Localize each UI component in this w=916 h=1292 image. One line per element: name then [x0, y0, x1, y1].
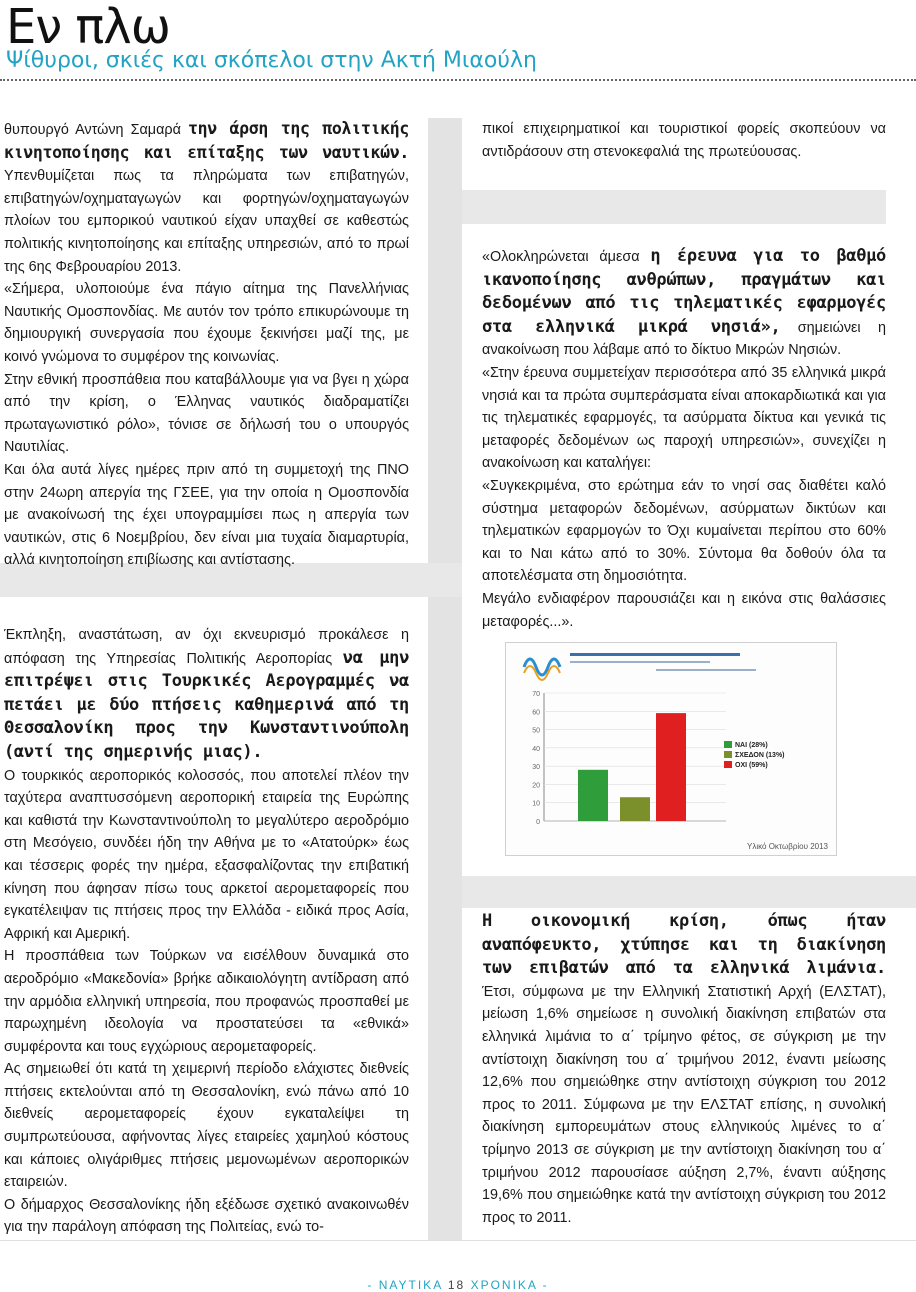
text-span: Υπενθυμίζεται πως τα πληρώματα των επιβατηγών, επιβατηγών/οχηματαγωγών και φορτηγών/οχηματαγωγών πλοίων του εμπορικού ναυτικού είχαν υπαχθεί σε καθεστώς πολιτικής κινητοποίησης και επίταξης υπηρεσιών, από το πρωί της 6ης Φεβρουαρίου 2013.	[4, 168, 409, 275]
y-tick-label: 50	[532, 727, 540, 735]
chart-legend	[724, 741, 785, 769]
paragraph: «Στην έρευνα συμμετείχαν περισσότερα από 35 ελληνικά μικρά νησιά και τα πρώτα συμπεράσματα είναι αποκαρδιωτικά και για τις τηλεματικές εφαρμογές, τα ασύρματα δίκτυα και γενικά τις μεταφορές δεδομένων ως παροχή υπηρεσιών», συνεχίζει η ανακοίνωση και καταλήγει:	[482, 364, 886, 472]
chart-header-line	[570, 653, 740, 656]
paragraph: «Συγκεκριμένα, στο ερώτημα εάν το νησί σας διαθέτει καλό σύστημα μεταφορών δεδομένων, ασύρματων δικτύων και τηλεματικών εφαρμογών το Όχι κυμαίνεται περίπου στο 60% και το Ναι κάτω από το 30%. Σύντομα θα δοθούν όλα τα αποτελέσματα στη δημοσιότητα.	[482, 477, 886, 585]
paragraph	[4, 118, 409, 278]
y-tick-label: 10	[532, 800, 540, 808]
chart-svg	[506, 643, 836, 855]
article-right-1	[482, 118, 886, 163]
legend-swatch	[724, 741, 732, 748]
legend-entry: ΟΧΙ (59%)	[735, 762, 768, 769]
text-span: «Ολοκληρώνεται άμεσα	[482, 249, 651, 265]
y-tick-label: 40	[532, 745, 540, 753]
legend-entry: ΣΧΕΔΟΝ (13%)	[735, 752, 785, 759]
y-tick-label: 20	[532, 782, 540, 790]
paragraph: Ο τουρκικός αεροπορικός κολοσσός, που αποτελεί πλέον την ταχύτερα αναπτυσσόμενη αεροπορική εταιρεία της Ευρώπης και καθιστά την Κωνσταντινούπολη το μεγαλύτερο αεροδρόμιο στη Μεσόγειο, συνδέει ήδη την Αθήνα με το «Ατατούρκ» έως και τέσσερις φορές την ημέρα, εξασφαλίζοντας την επιβατική κίνηση που άφησαν πίσω τους αρκετοί αερομεταφορείς που εγκατέλειψαν τις πτήσεις προς την Ελλάδα - ειδικά προς Ασία, Αφρική και Αμερική.	[4, 767, 409, 942]
article-right-2	[482, 245, 886, 633]
paragraph: πικοί επιχειρηματικοί και τουριστικοί φορείς σκοπεύουν να αντιδράσουν στη στενοκεφαλιά της πρωτεύουσας.	[482, 121, 886, 160]
paragraph: Και όλα αυτά λίγες ημέρες πριν από τη συμμετοχή της ΠΝΟ στην 24ωρη απεργία της ΓΣΕΕ, για την οποία η Ομοσπονδία με ανακοίνωσή της έχει υπογραμμίσει πως η απεργία των ναυτικών, στις 6 Νοεμβρίου, δεν είναι μια τυχαία διαμαρτυρία, αλλά κινητοποίηση επιβίωσης και αντίστασης.	[4, 461, 409, 569]
bold-highlight: η έρευνα για το βαθμό ικανοποίησης ανθρώπων, πραγμάτων και δεδομένων από τις τηλεματικές εφαρμογές στα ελληνικά μικρά νησιά»,	[482, 246, 886, 337]
survey-chart	[505, 642, 837, 856]
text-span: Έκπληξη, αναστάτωση, αν όχι εκνευρισμό προκάλεσε η απόφαση της Υπηρεσίας Πολιτικής Αεροπορίας	[4, 627, 409, 667]
logo-wave-icon	[524, 666, 560, 680]
bar	[620, 797, 650, 821]
bottom-rule	[0, 1240, 916, 1241]
paragraph	[4, 624, 409, 765]
bar	[656, 713, 686, 821]
page-number: 18	[447, 1278, 466, 1292]
y-tick-label: 0	[536, 819, 540, 826]
paragraph: Ας σημειωθεί ότι κατά τη χειμερινή περίοδο ελάχιστες διεθνείς πτήσεις εκτελούνται από τη Θεσσαλονίκη, ενώ πάνω από 10 διεθνείς αερομεταφορείς έχουν εγκαταλείψει τη συμπρωτεύουσα, αφήνοντας λίγες εταιρείες χαμηλού κόστους και κάποιες ολιγάριθμες πτήσεις μεμονωμένων αεροπορικών εταιρειών.	[4, 1061, 409, 1191]
footer-magazine-right: ΧΡΟΝΙΚΑ -	[465, 1278, 549, 1292]
paragraph: «Σήμερα, υλοποιούμε ένα πάγιο αίτημα της Πανελλήνιας Ναυτικής Ομοσπονδίας. Με αυτόν τον τρόπο επικυρώνουμε τη δημιουργική συνεργασία που έχουμε ξεκινήσει μαζί της, με κοινό γνώμονα το συμφέρον της κοινωνίας.	[4, 281, 409, 365]
bold-highlight: να μην επιτρέψει στις Τουρκικές Αερογραμμές να πετάει με δύο πτήσεις καθημερινά από τη Θεσσαλονίκη προς την Κωνσταντινούπολη (αντί της σημερινής μιας).	[4, 647, 410, 762]
page-subtitle: Ψίθυροι, σκιές και σκόπελοι στην Ακτή Μιαούλη	[6, 48, 537, 73]
header-divider	[0, 79, 916, 81]
legend-entry: ΝΑΙ (28%)	[735, 742, 768, 749]
y-tick-label: 60	[532, 709, 540, 717]
footer-magazine-left: - ΝΑΥΤΙΚΑ	[367, 1278, 448, 1292]
y-tick-label: 70	[532, 691, 540, 698]
text-span: θυπουργό Αντώνη Σαμαρά	[4, 122, 188, 138]
y-tick-label: 30	[532, 764, 540, 772]
legend-swatch	[724, 761, 732, 768]
bold-highlight: την άρση της πολιτικής κινητοποίησης και επίταξης των ναυτικών.	[4, 119, 409, 162]
article-left-2	[4, 624, 409, 1239]
paragraph: Ο δήμαρχος Θεσσαλονίκης ήδη εξέδωσε σχετικό ανακοινωθέν για την παράλογη απόφαση της Πολιτείας, ενώ το-	[4, 1196, 409, 1236]
legend-swatch	[724, 751, 732, 758]
paragraph	[482, 910, 886, 1229]
right-bottom-band	[462, 876, 916, 908]
bold-highlight: Η οικονομική κρίση, όπως ήταν αναπόφευκτο, χτύπησε και τη διακίνηση των επιβατών από τα ελληνικά λιμάνια.	[482, 911, 886, 979]
paragraph: Μεγάλο ενδιαφέρον παρουσιάζει και η εικόνα στις θαλάσσιες μεταφορές...».	[482, 590, 886, 630]
chart-header-line	[570, 661, 710, 663]
article-right-3	[482, 910, 886, 1229]
article-left-1	[4, 118, 409, 572]
paragraph: Η προσπάθεια των Τούρκων να εισέλθουν δυναμικά στο αεροδρόμιο «Μακεδονία» βρήκε αδικαιολόγητη αντίδραση από την αρμόδια ελληνική υπηρεσία, που προφανώς προσπαθεί με παρωχημένη ιδεολογία να προστατεύσει τα «εθνικά» συμφέροντα και τους εγχώριους αερομεταφορείς.	[4, 948, 409, 1055]
center-gutter-bar	[428, 118, 462, 1240]
bar	[578, 770, 608, 821]
paragraph: Στην εθνική προσπάθεια που καταβάλλουμε για να βγει η χώρα από την κρίση, ο Έλληνας ναυτικός διαδραματίζει πρωταγωνιστικό ρόλο», τόνισε σε δήλωσή του ο υπουργός Ναυτιλίας.	[4, 371, 409, 456]
page-title: Εν πλω	[6, 0, 170, 55]
right-section-band	[462, 190, 886, 224]
text-span: σημειώνει η ανακοίνωση που λάβαμε από το δίκτυο Μικρών Νησιών.	[482, 319, 886, 359]
text-span: Έτσι, σύμφωνα με την Ελληνική Στατιστική Αρχή (ΕΛΣΤΑΤ), μείωση 1,6% σημείωσε η συνολική διακίνηση επιβατών στα ελληνικά λιμάνια το α΄ τρίμηνο φέτος, σε σύγκριση με την αντίστοιχη διακίνηση του α΄ τριμήνου 2012, έναντι μείωσης 12,6% που σημειώθηκε στην αντίστοιχη σύγκριση του 2012 προς το 2011. Σύμφωνα με την ΕΛΣΤΑΤ επίσης, η συνολική διακίνηση εμπορευμάτων στους ελληνικούς λιμένες το α΄ τρίμηνο 2013 σε σύγκριση με την αντίστοιχη διακίνηση του α΄ τριμήνου 2012 παρουσίασε αύξηση 2,7%, έναντι αύξησης 19,6% που σημειώθηκε κατά την αντίστοιχη σύγκριση του 2012 προς το 2011.	[482, 983, 886, 1226]
paragraph	[482, 245, 886, 362]
chart-note: Υλικό Οκτωβρίου 2013	[747, 842, 828, 851]
chart-header-line	[656, 669, 756, 671]
page-footer	[0, 1278, 916, 1292]
